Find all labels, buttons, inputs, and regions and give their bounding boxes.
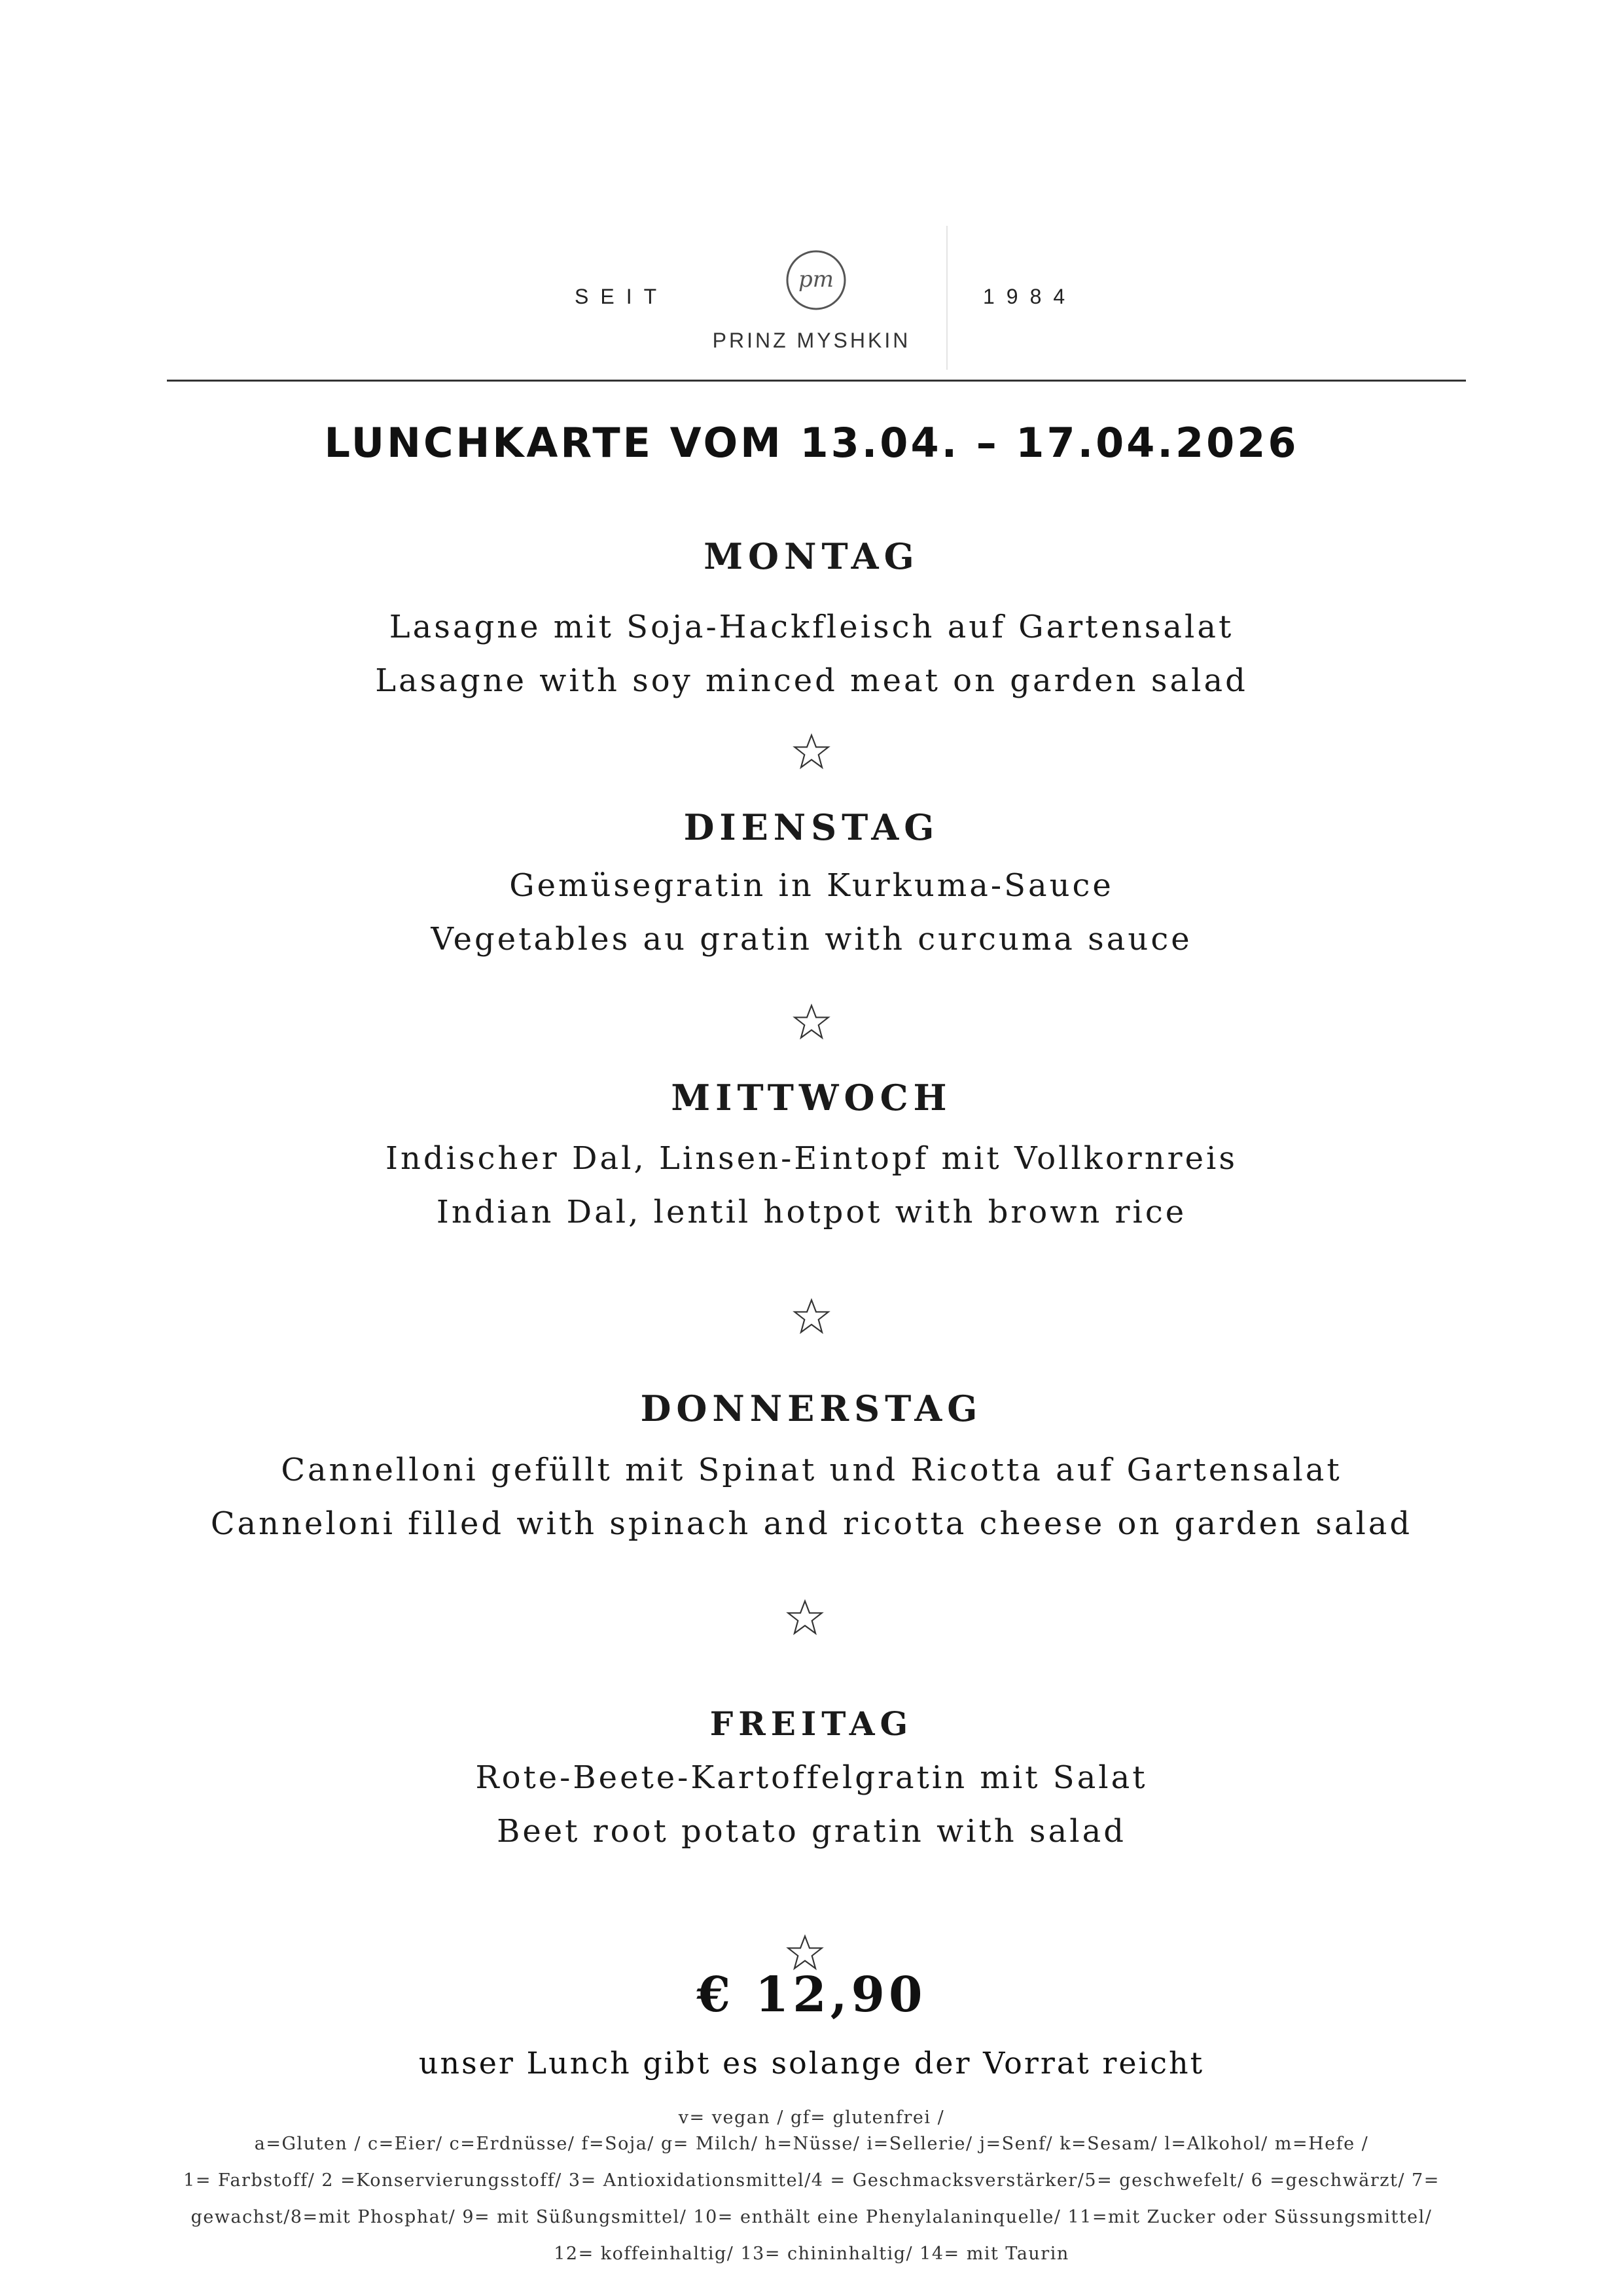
- legend-line: gewachst/8=mit Phosphat/ 9= mit Süßungsmittel/ 10= enthält eine Phenylalaninquelle/ 11=mit Zucker oder Süssungsmittel/: [190, 2207, 1433, 2227]
- header-rule: [167, 380, 1466, 382]
- star-icon: [779, 1003, 844, 1043]
- dish-friday-de: Rote-Beete-Kartoffelgratin mit Salat: [475, 1759, 1148, 1796]
- legend-line: a=Gluten / c=Eier/ c=Erdnüsse/ f=Soja/ g= Milch/ h=Nüsse/ i=Sellerie/ j=Senf/ k=Sesam/ l=Alkohol/ m=Hefe /: [254, 2134, 1369, 2154]
- dish-thursday-de: Cannelloni gefüllt mit Spinat und Ricotta auf Gartensalat: [281, 1452, 1342, 1488]
- legend-line: 1= Farbstoff/ 2 =Konservierungsstoff/ 3= Antioxidationsmittel/4 = Geschmacksverstärker/5= geschwefelt/ 6 =geschwärzt/ 7=: [183, 2170, 1440, 2191]
- header-seit: SEIT: [575, 285, 669, 308]
- day-tuesday: DIENSTAG: [683, 806, 940, 848]
- header-year: 1984: [983, 285, 1077, 308]
- dish-monday-de: Lasagne mit Soja-Hackfleisch auf Gartensalat: [389, 609, 1234, 645]
- day-thursday: DONNERSTAG: [640, 1388, 983, 1429]
- logo-icon: [783, 247, 849, 313]
- star-icon: [779, 733, 844, 772]
- dish-wednesday-en: Indian Dal, lentil hotpot with brown rice: [436, 1194, 1187, 1230]
- dish-wednesday-de: Indischer Dal, Linsen-Eintopf mit Vollkornreis: [385, 1140, 1238, 1177]
- header-divider: [946, 226, 948, 370]
- star-icon: [779, 1298, 844, 1337]
- day-friday: FREITAG: [709, 1704, 914, 1743]
- logo-text: pm: [798, 266, 834, 293]
- price: € 12,90: [696, 1967, 927, 2023]
- legend-line: v= vegan / gf= glutenfrei /: [678, 2108, 945, 2128]
- day-monday: MONTAG: [704, 535, 919, 577]
- day-wednesday: MITTWOCH: [671, 1077, 952, 1119]
- brand-name: PRINZ MYSHKIN: [712, 329, 911, 352]
- page-title: LUNCHKARTE VOM 13.04. – 17.04.2026: [324, 419, 1299, 467]
- dish-tuesday-en: Vegetables au gratin with curcuma sauce: [431, 921, 1192, 958]
- dish-tuesday-de: Gemüsegratin in Kurkuma-Sauce: [509, 867, 1114, 904]
- availability-note: unser Lunch gibt es solange der Vorrat reicht: [418, 2045, 1205, 2081]
- star-icon: [772, 1599, 838, 1638]
- dish-friday-en: Beet root potato gratin with salad: [497, 1813, 1126, 1850]
- dish-thursday-en: Canneloni filled with spinach and ricotta cheese on garden salad: [210, 1505, 1413, 1542]
- dish-monday-en: Lasagne with soy minced meat on garden salad: [375, 662, 1248, 699]
- legend-line: 12= koffeinhaltig/ 13= chininhaltig/ 14= mit Taurin: [554, 2244, 1069, 2264]
